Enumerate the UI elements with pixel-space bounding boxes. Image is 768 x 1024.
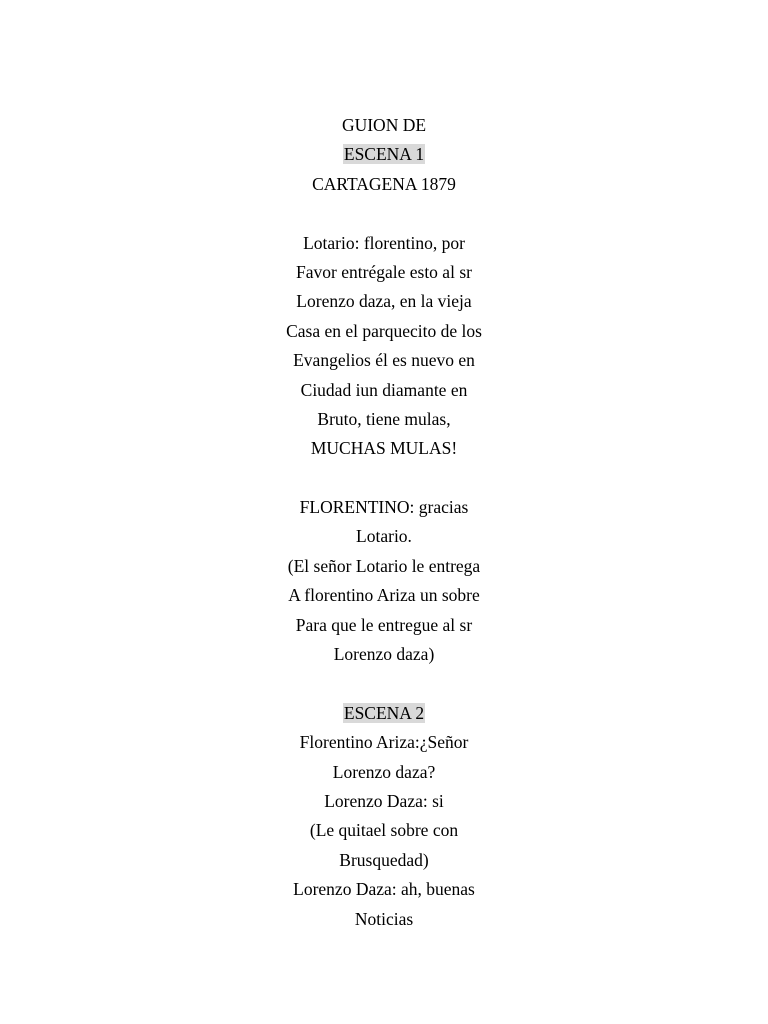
dialogue-line: Ciudad iun diamante en (300, 379, 468, 400)
script-text (0, 111, 768, 934)
stage-direction-line: Para que le entregue al sr (295, 614, 473, 635)
florentino-dialogue (0, 493, 768, 669)
dialogue-line: MUCHAS MULAS! (310, 438, 458, 459)
dialogue-line: Lotario: florentino, por (303, 232, 465, 253)
stage-direction-line: A florentino Ariza un sobre (288, 585, 480, 606)
dialogue-line: Favor entrégale esto al sr (296, 261, 472, 282)
dialogue-line: Lorenzo daza, en la vieja (296, 291, 472, 312)
dialogue-line: Lorenzo Daza: ah, buenas (293, 879, 475, 900)
blank-line (0, 464, 768, 493)
dialogue-line: Lotario. (356, 526, 412, 547)
scene-2-heading-highlight: ESCENA 2 (343, 702, 425, 723)
scene-2-dialogue (0, 728, 768, 934)
lotario-dialogue (0, 229, 768, 464)
dialogue-line: Lorenzo Daza: si (324, 790, 444, 811)
stage-direction-line: Lorenzo daza) (333, 644, 435, 665)
stage-direction-line: (Le quitael sobre con (309, 820, 459, 841)
dialogue-line: Noticias (354, 908, 414, 929)
stage-direction-line: (El señor Lotario le entrega (287, 555, 481, 576)
dialogue-line: FLORENTINO: gracias (299, 497, 469, 518)
dialogue-line: Lorenzo daza? (332, 761, 436, 782)
script-title: GUION DE (341, 115, 427, 135)
dialogue-line: Florentino Ariza:¿Señor (299, 732, 469, 753)
scene-1-heading-highlight: ESCENA 1 (343, 144, 425, 165)
stage-direction-line: Brusquedad) (339, 849, 429, 870)
blank-line (0, 199, 768, 228)
dialogue-line: Casa en el parquecito de los (286, 320, 482, 341)
scene-1-heading (0, 140, 768, 169)
scene-1-location: CARTAGENA 1879 (312, 173, 456, 194)
dialogue-line: Evangelios él es nuevo en (293, 350, 475, 371)
scene-2-heading (0, 699, 768, 728)
blank-line (0, 669, 768, 698)
dialogue-line: Bruto, tiene mulas, (317, 408, 451, 429)
